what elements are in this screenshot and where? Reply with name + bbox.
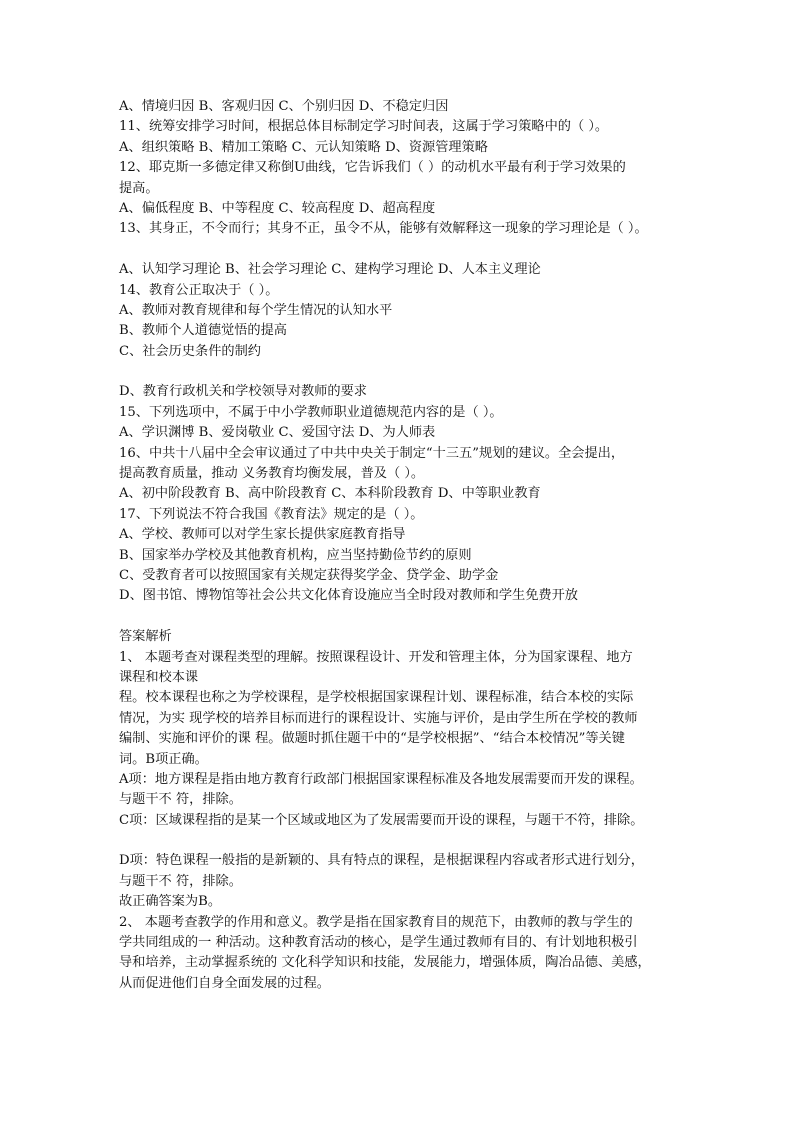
text-line: A、偏低程度 B、中等程度 C、较高程度 D、超高程度 [119,200,436,216]
text-line: D、教育行政机关和学校领导对教师的要求 [119,384,367,400]
text-line: 14、教育公正取决于（ ）。 [119,282,279,298]
text-line: 从而促进他们自身全面发展的过程。 [119,975,330,991]
text-line: 导和培养，主动掌握系统的 文化科学知识和技能，发展能力，增强体质，陶冶品德、美感， [119,955,651,971]
text-line: D项：特色课程一般指的是新颖的、具有特点的课程，是根据课程内容或者形式进行划分， [119,853,644,869]
text-line: 程。校本课程也称之为学校课程，是学校根据国家课程计划、课程标准，结合本校的实际 [119,690,634,706]
text-line: 16、中共十八届中全会审议通过了中共中央关于制定“十三五”规划的建议。全会提出， [119,445,625,461]
text-line: A、组织策略 B、精加工策略 C、元认知策略 D、资源管理策略 [119,139,488,155]
text-line: 学共同组成的一 种活动。这种教育活动的核心，是学生通过教师有目的、有计划地积极引 [119,935,638,951]
text-line: A、学识渊博 B、爱岗敬业 C、爱国守法 D、为人师表 [119,425,436,441]
blank-line [119,607,689,627]
text-line: A、学校、教师可以对学生家长提供家庭教育指导 [119,527,406,543]
text-line: 与题干不 符，排除。 [119,873,242,889]
text-line: 与题干不 符，排除。 [119,792,242,808]
text-line: 11、统筹安排学习时间，根据总体目标制定学习时间表，这属于学习策略中的（ ）。 [119,119,609,135]
text-line: C项：区域课程指的是某一个区域或地区为了发展需要而开设的课程，与题干不符，排除。 [119,812,644,828]
text-line: 故正确答案为B。 [119,894,222,910]
text-line: B、教师个人道德觉悟的提高 [119,323,287,339]
text-line: A、情境归因 B、客观归因 C、个别归因 D、不稳定归因 [119,99,449,114]
text-line: 17、下列说法不符合我国《教育法》规定的是（ ）。 [119,506,424,522]
blank-line [119,240,689,260]
text-line: 15、下列选项中，不属于中小学教师职业道德规范内容的是（ ）。 [119,404,503,420]
text-line: A、教师对教育规律和每个学生情况的认知水平 [119,302,393,318]
blank-line [119,362,689,382]
text-line: A项：地方课程是指由地方教育行政部门根据国家课程标准及各地发展需要而开发的课程。 [119,771,643,787]
text-line: 答案解析 [119,629,172,645]
text-line: 1、 本题考查对课程类型的理解。按照课程设计、开发和管理主体，分为国家课程、地方 [119,649,633,665]
text-line: 课程和校本课 [119,669,199,685]
text-line: C、受教育者可以按照国家有关规定获得奖学金、贷学金、助学金 [119,567,499,583]
text-line: 12、耶克斯一多德定律又称倒U曲线，它告诉我们（ ）的动机水平最有利于学习效果的 [119,160,626,176]
text-line: 词。B项正确。 [119,751,208,767]
text-line: 编制、实施和评价的课 程。做题时抓住题干中的“是学校根据”、“结合本校情况”等关键 [119,731,625,747]
text-line: 13、其身正，不令而行；其身不正，虽令不从，能够有效解释这一现象的学习理论是（ ）。 [119,221,648,237]
text-line: C、社会历史条件的制约 [119,343,261,359]
text-line: 提高。 [119,180,159,196]
text-line: A、认知学习理论 B、社会学习理论 C、建构学习理论 D、人本主义理论 [119,262,541,278]
blank-line [119,831,689,851]
text-line: 提高教育质量，推动 义务教育均衡发展，普及（ ）。 [119,466,425,482]
text-line: D、图书馆、博物馆等社会公共文化体育设施应当全时段对教师和学生免费开放 [119,588,578,604]
document-page [119,97,689,994]
text-line: A、初中阶段教育 B、高中阶段教育 C、本科阶段教育 D、中等职业教育 [119,486,541,502]
text-line: 情况，为实 现学校的培养目标而进行的课程设计、实施与评价，是由学生所在学校的教师 [119,710,638,726]
text-line: B、国家举办学校及其他教育机构，应当坚持勤俭节约的原则 [119,547,472,563]
text-line: 2、 本题考查教学的作用和意义。教学是指在国家教育目的规范下，由教师的教与学生的 [119,914,633,930]
